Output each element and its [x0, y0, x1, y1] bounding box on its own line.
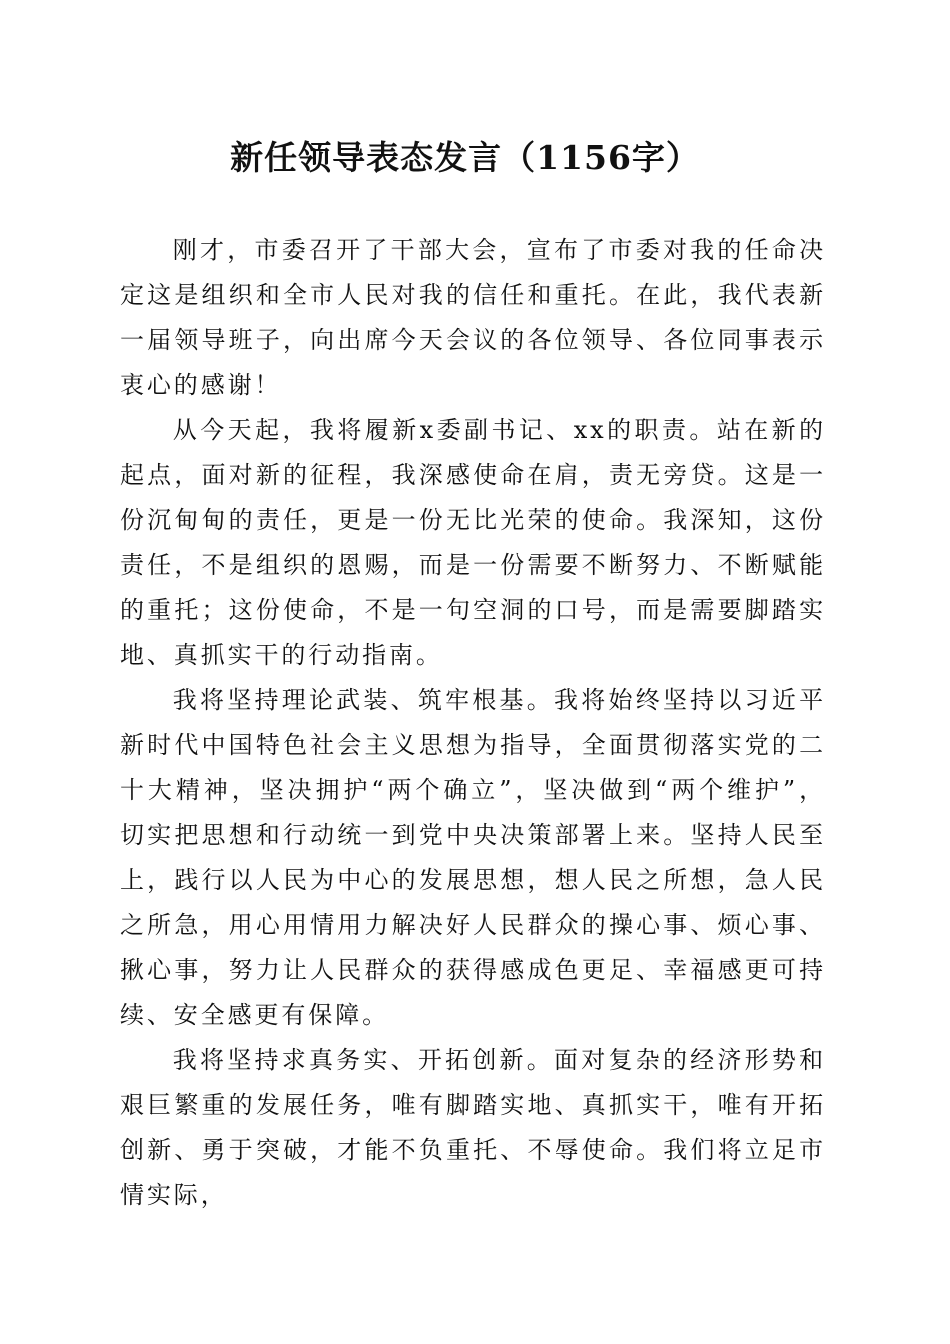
- document-body: [120, 228, 826, 1218]
- paragraph: 刚才，市委召开了干部大会，宣布了市委对我的任命决定这是组织和全市人民对我的信任和重托。在此，我代表新一届领导班子，向出席今天会议的各位领导、各位同事表示衷心的感谢！: [120, 236, 826, 399]
- paragraph: 从今天起，我将履新x委副书记、xx的职责。站在新的起点，面对新的征程，我深感使命在肩，责无旁贷。这是一份沉甸甸的责任，更是一份无比光荣的使命。我深知，这份责任，不是组织的恩赐，而是一份需要不断努力、不断赋能的重托；这份使命，不是一句空洞的口号，而是需要脚踏实地、真抓实干的行动指南。: [120, 416, 826, 669]
- paragraph: 我将坚持求真务实、开拓创新。面对复杂的经济形势和艰巨繁重的发展任务，唯有脚踏实地、真抓实干，唯有开拓创新、勇于突破，才能不负重托、不辱使命。我们将立足市情实际，: [120, 1046, 826, 1209]
- paragraph: 我将坚持理论武装、筑牢根基。我将始终坚持以习近平新时代中国特色社会主义思想为指导，全面贯彻落实党的二十大精神，坚决拥护“两个确立”，坚决做到“两个维护”，切实把思想和行动统一到党中央决策部署上来。坚持人民至上，践行以人民为中心的发展思想，想人民之所想，急人民之所急，用心用情用力解决好人民群众的操心事、烦心事、揪心事，努力让人民群众的获得感成色更足、幸福感更可持续、安全感更有保障。: [120, 686, 826, 1029]
- document-title: 新任领导表态发言（1156字）: [230, 138, 700, 177]
